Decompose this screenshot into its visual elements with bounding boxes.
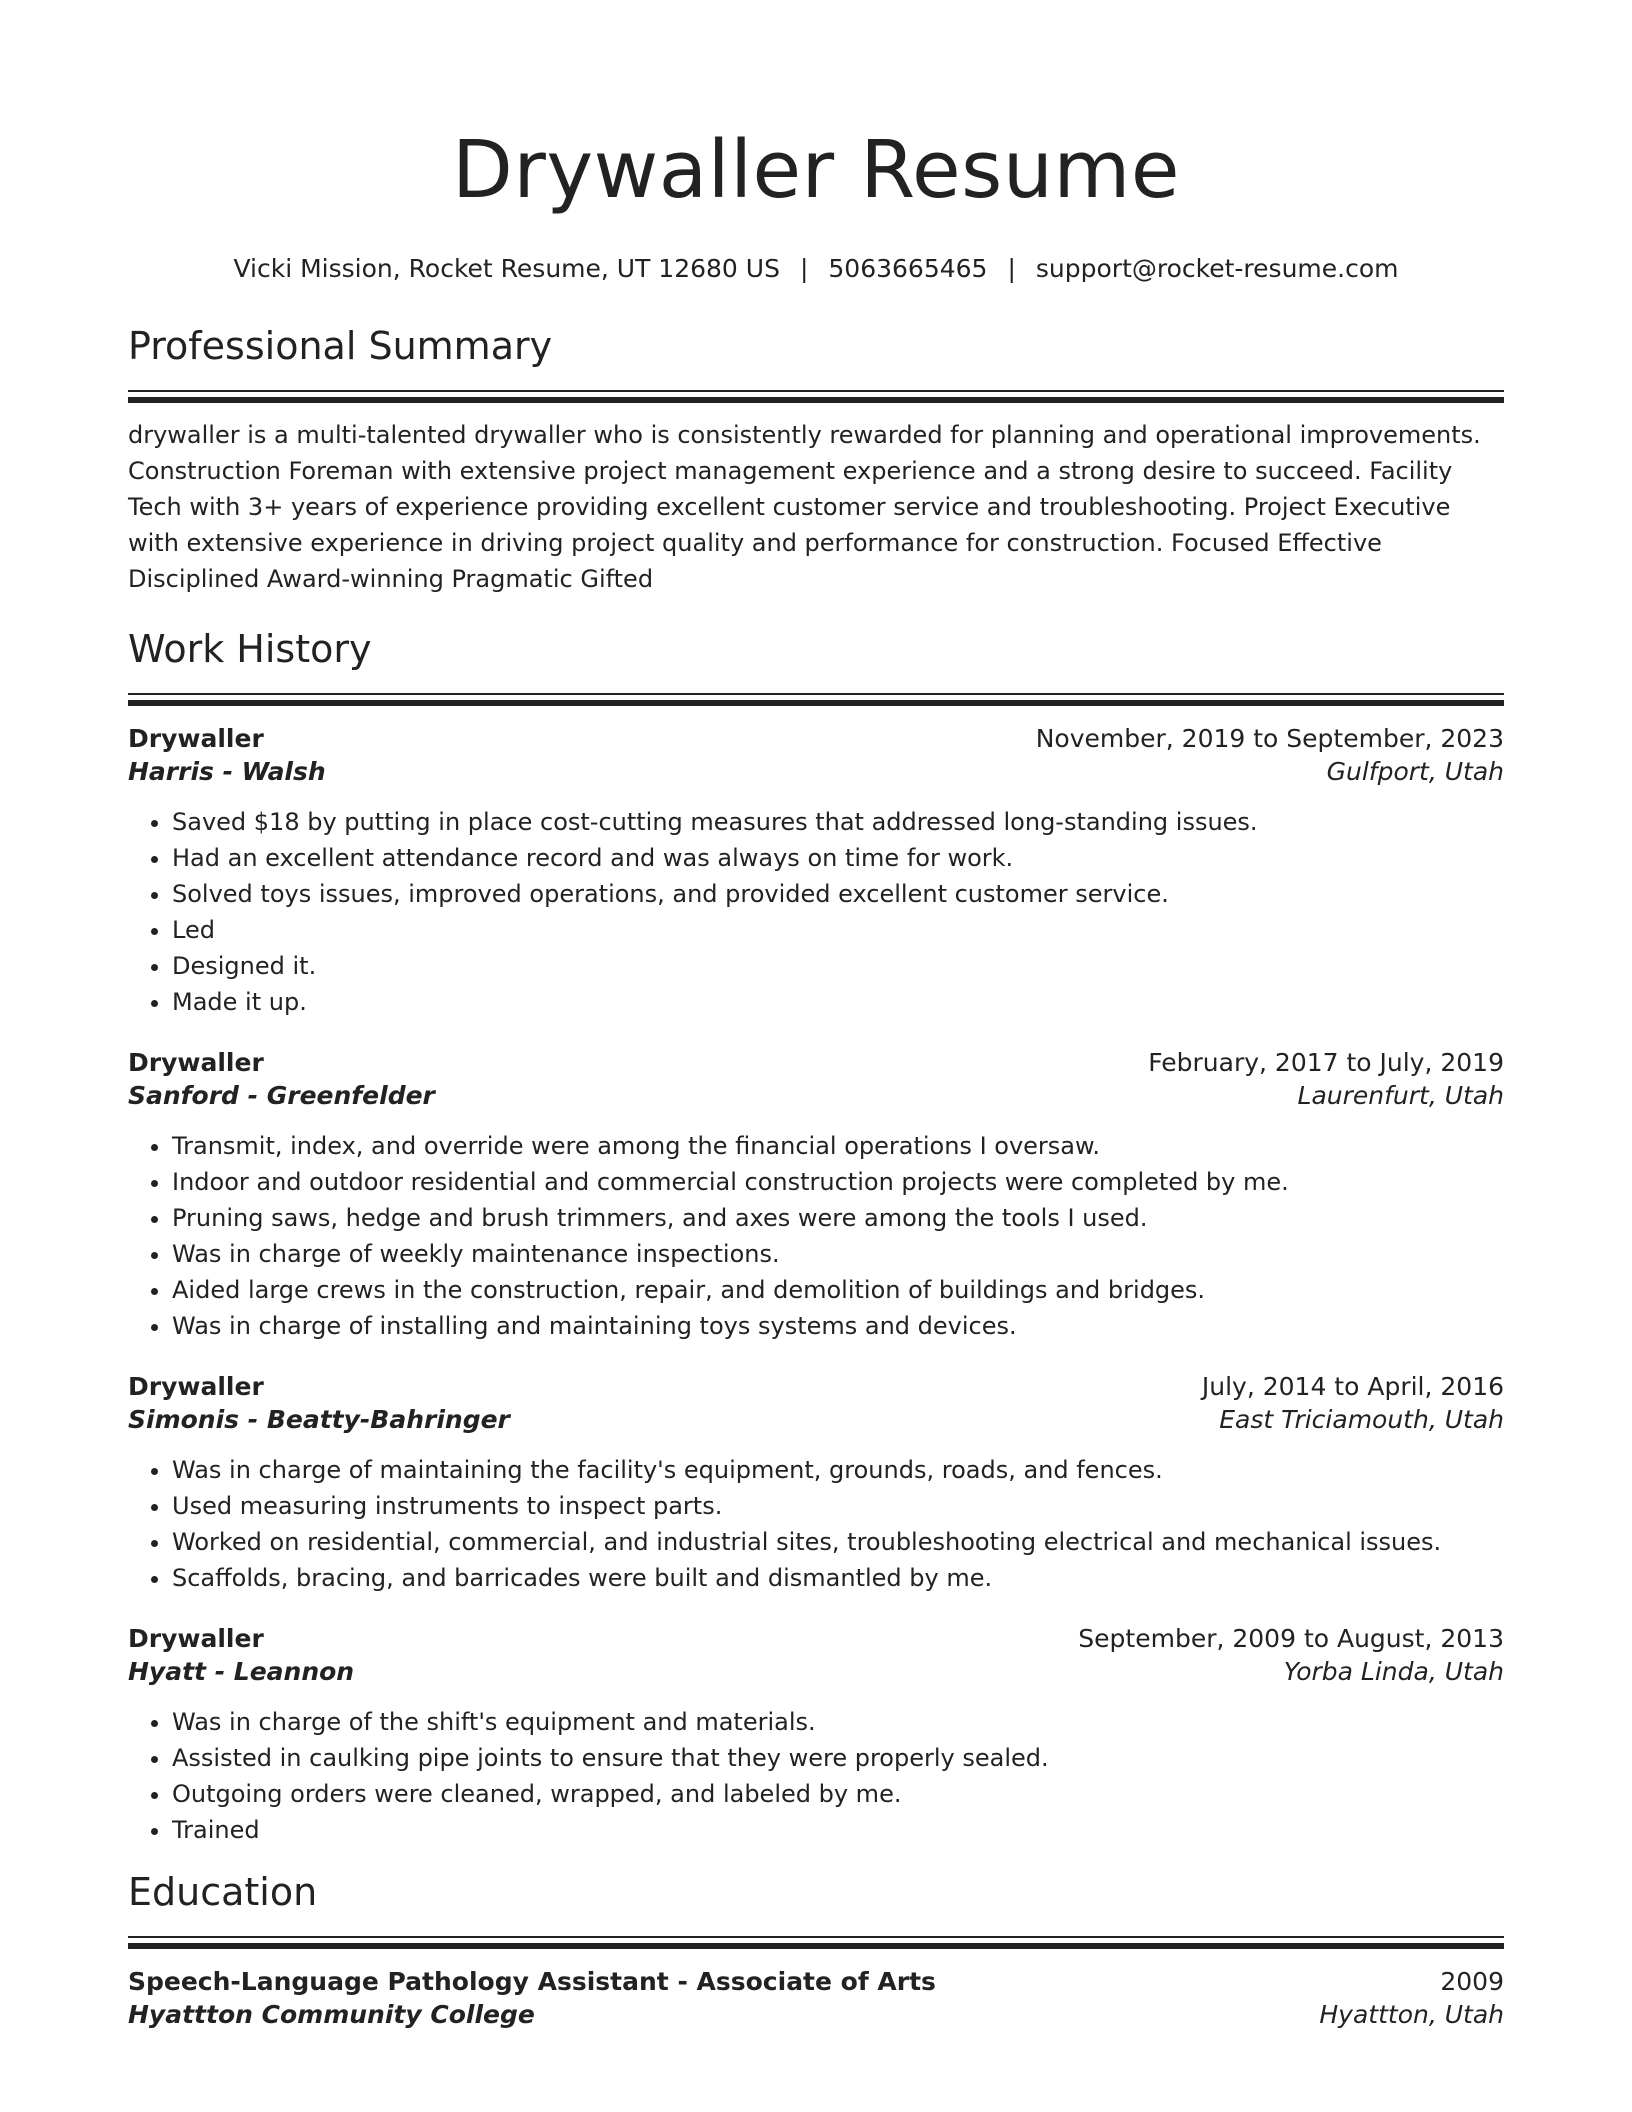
job-subheader [128,1405,1504,1434]
job-title: Drywaller [128,1624,264,1653]
job-title: Drywaller [128,1372,264,1401]
resume-page [128,0,1504,2029]
job-location: Laurenfurt, Utah [1297,1081,1504,1110]
list-item: • Outgoing orders were cleaned, wrapped, and labeled by me. [172,1776,1504,1812]
list-item: • Led [172,912,1504,948]
education-degree: Speech-Language Pathology Assistant - Associate of Arts [128,1967,936,1996]
job-location: Gulfport, Utah [1326,757,1504,786]
list-item: • Indoor and outdoor residential and commercial construction projects were completed by me. [172,1164,1504,1200]
list-item: • Was in charge of installing and maintaining toys systems and devices. [172,1308,1504,1344]
list-item: • Pruning saws, hedge and brush trimmers, and axes were among the tools I used. [172,1200,1504,1236]
job-dates: November, 2019 to September, 2023 [1035,724,1504,753]
job-title: Drywaller [128,1048,264,1077]
job-entry [128,1624,1504,1848]
job-company: Harris - Walsh [128,757,326,786]
resume-title: Drywaller Resume [452,124,1180,216]
job-header [128,724,1504,753]
job-company: Simonis - Beatty-Bahringer [128,1405,510,1434]
job-company: Sanford - Greenfelder [128,1081,435,1110]
contact-email: support@rocket-resume.com [1035,254,1399,283]
section-divider [128,390,1504,392]
section-heading: Work History [128,627,372,671]
section-heading: Education [128,1870,318,1914]
contact-phone: 5063665465 [828,254,988,283]
job-dates: February, 2017 to July, 2019 [1148,1048,1504,1077]
job-header [128,1372,1504,1401]
list-item: • Saved $18 by putting in place cost-cutting measures that addressed long-standing issues. [172,804,1504,840]
education-entry [128,1967,1504,2029]
list-item: • Made it up. [172,984,1504,1020]
job-dates: July, 2014 to April, 2016 [1201,1372,1504,1401]
list-item: • Designed it. [172,948,1504,984]
summary-section [128,322,1504,597]
job-subheader [128,1657,1504,1686]
job-location: East Triciamouth, Utah [1219,1405,1504,1434]
list-item: • Transmit, index, and override were among the financial operations I oversaw. [172,1128,1504,1164]
job-title: Drywaller [128,724,264,753]
job-bullets [128,1128,1504,1344]
job-header [128,1624,1504,1653]
education-school: Hyattton Community College [128,2000,535,2029]
list-item: • Assisted in caulking pipe joints to ensure that they were properly sealed. [172,1740,1504,1776]
section-divider-thick [128,700,1504,706]
list-item: • Was in charge of the shift's equipment and materials. [172,1704,1504,1740]
section-divider-thick [128,397,1504,403]
section-divider [128,693,1504,695]
job-location: Yorba Linda, Utah [1283,1657,1504,1686]
job-bullets [128,1704,1504,1848]
job-entry [128,1048,1504,1344]
job-header [128,1048,1504,1077]
list-item: • Was in charge of weekly maintenance inspections. [172,1236,1504,1272]
list-item: • Had an excellent attendance record and was always on time for work. [172,840,1504,876]
section-heading: Professional Summary [128,324,553,368]
list-item: • Solved toys issues, improved operations, and provided excellent customer service. [172,876,1504,912]
job-subheader [128,1081,1504,1110]
education-location: Hyattton, Utah [1319,2000,1504,2029]
contact-separator: | [799,254,809,283]
list-item: • Worked on residential, commercial, and industrial sites, troubleshooting electrical and mechanical issues. [172,1524,1504,1560]
job-company: Hyatt - Leannon [128,1657,355,1686]
contact-separator: | [1007,254,1016,283]
job-bullets [128,804,1504,1020]
contact-line [128,252,1504,286]
education-section [128,1868,1504,2029]
list-item: • Trained [172,1812,1504,1848]
job-entry [128,724,1504,1020]
job-entry [128,1372,1504,1596]
work-history-section [128,625,1504,1848]
section-divider-thick [128,1943,1504,1949]
summary-text: drywaller is a multi-talented drywaller who is consistently rewarded for planning and operational improvements. Construction Foreman with extensive project management experience and a strong desire to succeed. Facility Tech with 3+ years of experience providing excellent customer service and troubleshooting. Project Executive with extensive experience in driving project quality and performance for construction. Focused Effective Disciplined Award-winning Pragmatic Gifted [128,421,1481,593]
list-item: • Was in charge of maintaining the facility's equipment, grounds, roads, and fences. [172,1452,1504,1488]
list-item: • Scaffolds, bracing, and barricades were built and dismantled by me. [172,1560,1504,1596]
job-dates: September, 2009 to August, 2013 [1078,1624,1504,1653]
job-subheader [128,757,1504,786]
education-header [128,1967,1504,1996]
list-item: • Aided large crews in the construction, repair, and demolition of buildings and bridges. [172,1272,1504,1308]
list-item: • Used measuring instruments to inspect parts. [172,1488,1504,1524]
education-year: 2009 [1440,1967,1504,1996]
contact-address: Vicki Mission, Rocket Resume, UT 12680 US [233,254,780,283]
section-divider [128,1936,1504,1938]
job-bullets [128,1452,1504,1596]
education-subheader [128,2000,1504,2029]
